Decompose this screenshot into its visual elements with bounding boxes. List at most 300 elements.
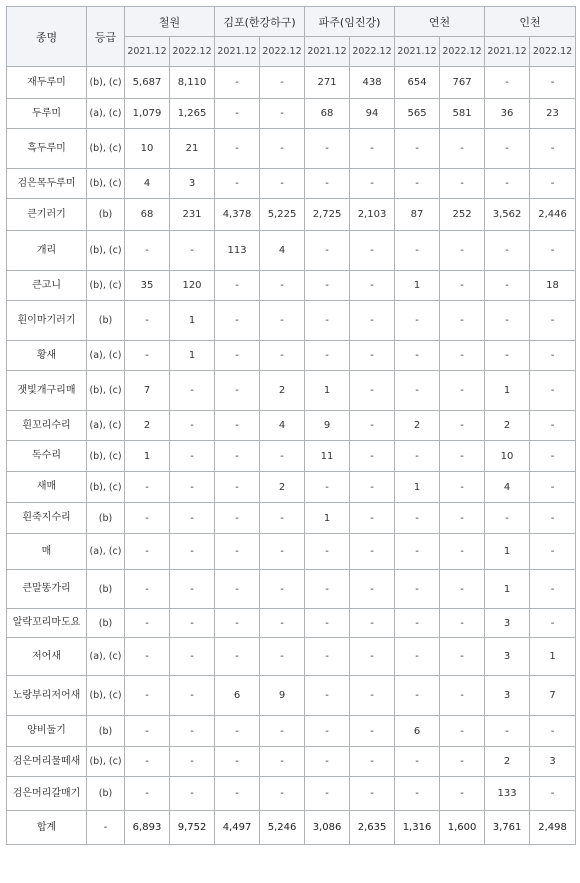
count-cell: 4	[125, 169, 170, 199]
count-cell: -	[215, 411, 260, 441]
count-cell: -	[530, 716, 576, 747]
grade-cell: (b), (c)	[87, 129, 125, 169]
count-cell: -	[350, 638, 395, 676]
count-cell: -	[395, 503, 440, 534]
count-cell: 2,446	[530, 199, 576, 231]
count-cell: -	[395, 570, 440, 609]
count-cell: -	[260, 747, 305, 777]
count-cell: -	[350, 371, 395, 411]
header-region: 연천	[395, 7, 485, 37]
grade-cell: (b), (c)	[87, 441, 125, 472]
table-row	[7, 503, 576, 534]
count-cell: -	[395, 441, 440, 472]
count-cell: -	[125, 747, 170, 777]
count-cell: -	[170, 472, 215, 503]
header-region: 철원	[125, 7, 215, 37]
count-cell: -	[350, 301, 395, 341]
count-cell: -	[260, 129, 305, 169]
count-cell: -	[215, 534, 260, 570]
header-date: 2022.12	[530, 37, 576, 67]
count-cell: -	[305, 747, 350, 777]
count-cell: -	[530, 169, 576, 199]
count-cell: -	[440, 441, 485, 472]
count-cell: -	[350, 747, 395, 777]
count-cell: -	[440, 534, 485, 570]
species-name: 잿빛개구리매	[7, 371, 87, 411]
header-date: 2021.12	[125, 37, 170, 67]
count-cell: -	[125, 534, 170, 570]
count-cell: -	[530, 411, 576, 441]
count-cell: 767	[440, 67, 485, 99]
table-row	[7, 411, 576, 441]
count-cell: -	[170, 441, 215, 472]
table-row	[7, 716, 576, 747]
count-cell: 68	[125, 199, 170, 231]
count-cell: -	[440, 716, 485, 747]
table-row	[7, 371, 576, 411]
count-cell: 7	[125, 371, 170, 411]
count-cell: -	[125, 609, 170, 638]
count-cell: -	[485, 503, 530, 534]
count-cell: 271	[305, 67, 350, 99]
species-name: 노랑부리저어새	[7, 676, 87, 716]
count-cell: 2	[485, 411, 530, 441]
count-cell: -	[125, 638, 170, 676]
count-cell: -	[350, 534, 395, 570]
header-date: 2021.12	[215, 37, 260, 67]
count-cell: -	[350, 503, 395, 534]
grade-cell: (b), (c)	[87, 676, 125, 716]
species-count-table	[6, 6, 576, 845]
table-row	[7, 638, 576, 676]
count-cell: -	[260, 716, 305, 747]
header-region: 파주(임진강)	[305, 7, 395, 37]
count-cell: -	[485, 301, 530, 341]
count-cell: -	[395, 371, 440, 411]
count-cell: -	[350, 570, 395, 609]
count-cell: -	[305, 129, 350, 169]
count-cell: -	[530, 341, 576, 371]
count-cell: 4	[485, 472, 530, 503]
count-cell: -	[260, 99, 305, 129]
count-cell: 3	[170, 169, 215, 199]
total-row	[7, 811, 576, 845]
header-row-regions	[7, 7, 576, 37]
species-name: 검은머리물떼새	[7, 747, 87, 777]
count-cell: -	[530, 441, 576, 472]
count-cell: -	[440, 371, 485, 411]
count-cell: -	[530, 503, 576, 534]
count-cell: 1,600	[440, 811, 485, 845]
count-cell: -	[350, 777, 395, 811]
header-date: 2022.12	[170, 37, 215, 67]
count-cell: -	[215, 472, 260, 503]
count-cell: -	[350, 441, 395, 472]
count-cell: 2	[125, 411, 170, 441]
count-cell: -	[530, 67, 576, 99]
table-row	[7, 341, 576, 371]
count-cell: -	[305, 231, 350, 271]
species-name: 독수리	[7, 441, 87, 472]
table-row	[7, 777, 576, 811]
table-row	[7, 99, 576, 129]
species-name: 흑두루미	[7, 129, 87, 169]
count-cell: -	[530, 609, 576, 638]
species-name: 검은목두루미	[7, 169, 87, 199]
count-cell: -	[440, 341, 485, 371]
count-cell: -	[395, 638, 440, 676]
count-cell: -	[215, 747, 260, 777]
count-cell: -	[530, 231, 576, 271]
count-cell: -	[350, 472, 395, 503]
grade-cell: (b)	[87, 503, 125, 534]
count-cell: 565	[395, 99, 440, 129]
count-cell: -	[170, 570, 215, 609]
count-cell: 2	[485, 747, 530, 777]
count-cell: -	[440, 638, 485, 676]
count-cell: -	[260, 169, 305, 199]
count-cell: -	[125, 777, 170, 811]
count-cell: -	[215, 67, 260, 99]
count-cell: -	[215, 609, 260, 638]
table-row	[7, 609, 576, 638]
count-cell: -	[350, 609, 395, 638]
count-cell: 1	[530, 638, 576, 676]
species-name: 양비둘기	[7, 716, 87, 747]
count-cell: -	[485, 716, 530, 747]
count-cell: -	[350, 676, 395, 716]
grade-cell: (a), (c)	[87, 638, 125, 676]
count-cell: -	[350, 169, 395, 199]
count-cell: 9	[260, 676, 305, 716]
count-cell: 35	[125, 271, 170, 301]
count-cell: -	[530, 129, 576, 169]
count-cell: 581	[440, 99, 485, 129]
count-cell: 654	[395, 67, 440, 99]
count-cell: 4,378	[215, 199, 260, 231]
count-cell: 6	[215, 676, 260, 716]
count-cell: -	[170, 411, 215, 441]
count-cell: -	[440, 503, 485, 534]
count-cell: -	[350, 341, 395, 371]
count-cell: -	[350, 271, 395, 301]
count-cell: 1	[170, 301, 215, 341]
grade-cell: (b), (c)	[87, 67, 125, 99]
count-cell: -	[485, 341, 530, 371]
count-cell: -	[485, 129, 530, 169]
count-cell: 9	[305, 411, 350, 441]
count-cell: 2	[260, 371, 305, 411]
count-cell: -	[395, 341, 440, 371]
count-cell: -	[530, 301, 576, 341]
count-cell: -	[215, 271, 260, 301]
count-cell: 23	[530, 99, 576, 129]
count-cell: -	[530, 534, 576, 570]
count-cell: 1,316	[395, 811, 440, 845]
count-cell: 68	[305, 99, 350, 129]
count-cell: -	[305, 570, 350, 609]
table-row	[7, 301, 576, 341]
count-cell: -	[530, 570, 576, 609]
count-cell: -	[530, 472, 576, 503]
count-cell: -	[305, 341, 350, 371]
header-species: 종명	[7, 7, 87, 67]
count-cell: -	[530, 371, 576, 411]
count-cell: -	[305, 676, 350, 716]
count-cell: -	[215, 341, 260, 371]
count-cell: -	[305, 472, 350, 503]
count-cell: -	[440, 777, 485, 811]
count-cell: 36	[485, 99, 530, 129]
count-cell: -	[170, 716, 215, 747]
count-cell: -	[260, 609, 305, 638]
count-cell: 252	[440, 199, 485, 231]
grade-cell: (b), (c)	[87, 472, 125, 503]
table-row	[7, 570, 576, 609]
count-cell: -	[260, 638, 305, 676]
species-name: 큰기러기	[7, 199, 87, 231]
count-cell: 1,079	[125, 99, 170, 129]
count-cell: 5,225	[260, 199, 305, 231]
count-cell: -	[215, 169, 260, 199]
count-cell: -	[350, 129, 395, 169]
table-row	[7, 747, 576, 777]
grade-cell: (b), (c)	[87, 747, 125, 777]
species-name: 흰죽지수리	[7, 503, 87, 534]
count-cell: -	[485, 231, 530, 271]
count-cell: -	[305, 716, 350, 747]
count-cell: -	[215, 777, 260, 811]
count-cell: 2	[260, 472, 305, 503]
species-name: 큰말똥가리	[7, 570, 87, 609]
count-cell: -	[260, 271, 305, 301]
count-cell: -	[260, 341, 305, 371]
species-name: 저어새	[7, 638, 87, 676]
count-cell: -	[350, 716, 395, 747]
grade-cell: (b), (c)	[87, 231, 125, 271]
count-cell: -	[215, 99, 260, 129]
count-cell: 94	[350, 99, 395, 129]
count-cell: -	[260, 503, 305, 534]
grade-cell: (a), (c)	[87, 411, 125, 441]
count-cell: -	[440, 301, 485, 341]
count-cell: -	[125, 503, 170, 534]
count-cell: -	[305, 638, 350, 676]
count-cell: -	[170, 747, 215, 777]
count-cell: 1	[485, 534, 530, 570]
count-cell: -	[395, 747, 440, 777]
count-cell: -	[485, 67, 530, 99]
count-cell: -	[485, 271, 530, 301]
count-cell: 438	[350, 67, 395, 99]
species-name: 합계	[7, 811, 87, 845]
count-cell: -	[260, 570, 305, 609]
species-name: 매	[7, 534, 87, 570]
table-row	[7, 169, 576, 199]
grade-cell: (b)	[87, 199, 125, 231]
count-cell: -	[260, 777, 305, 811]
count-cell: 3	[485, 676, 530, 716]
grade-cell: (a), (c)	[87, 341, 125, 371]
count-cell: -	[305, 301, 350, 341]
count-cell: -	[170, 503, 215, 534]
count-cell: -	[530, 777, 576, 811]
count-cell: -	[440, 676, 485, 716]
count-cell: 3	[530, 747, 576, 777]
count-cell: 2,498	[530, 811, 576, 845]
header-region: 인천	[485, 7, 576, 37]
header-date: 2021.12	[485, 37, 530, 67]
count-cell: -	[350, 231, 395, 271]
table-row	[7, 129, 576, 169]
count-cell: -	[305, 169, 350, 199]
count-cell: 3	[485, 638, 530, 676]
count-cell: 2,103	[350, 199, 395, 231]
count-cell: 3,562	[485, 199, 530, 231]
count-cell: -	[395, 231, 440, 271]
grade-cell: (b), (c)	[87, 371, 125, 411]
count-cell: -	[125, 716, 170, 747]
count-cell: 1	[170, 341, 215, 371]
species-name: 검은머리갈매기	[7, 777, 87, 811]
count-cell: -	[395, 609, 440, 638]
grade-cell: (b)	[87, 716, 125, 747]
species-name: 재두루미	[7, 67, 87, 99]
species-name: 개리	[7, 231, 87, 271]
count-cell: -	[170, 676, 215, 716]
count-cell: -	[395, 676, 440, 716]
count-cell: -	[125, 472, 170, 503]
count-cell: 1	[485, 570, 530, 609]
count-cell: -	[440, 472, 485, 503]
count-cell: -	[305, 534, 350, 570]
count-cell: -	[170, 777, 215, 811]
count-cell: 10	[125, 129, 170, 169]
header-date: 2021.12	[395, 37, 440, 67]
count-cell: -	[170, 534, 215, 570]
count-cell: -	[305, 777, 350, 811]
grade-cell: (b)	[87, 570, 125, 609]
grade-cell: (b), (c)	[87, 169, 125, 199]
table-row	[7, 676, 576, 716]
species-name: 흰꼬리수리	[7, 411, 87, 441]
header-region: 김포(한강하구)	[215, 7, 305, 37]
count-cell: -	[395, 169, 440, 199]
count-cell: -	[350, 411, 395, 441]
count-cell: 1	[395, 472, 440, 503]
count-cell: -	[395, 777, 440, 811]
count-cell: 4	[260, 231, 305, 271]
count-cell: -	[170, 609, 215, 638]
grade-cell: (b), (c)	[87, 271, 125, 301]
count-cell: 3	[485, 609, 530, 638]
table-row	[7, 231, 576, 271]
count-cell: 21	[170, 129, 215, 169]
count-cell: 10	[485, 441, 530, 472]
header-date: 2022.12	[440, 37, 485, 67]
count-cell: 2,635	[350, 811, 395, 845]
header-date: 2021.12	[305, 37, 350, 67]
grade-cell: (b)	[87, 609, 125, 638]
count-cell: -	[215, 441, 260, 472]
count-cell: 3,086	[305, 811, 350, 845]
count-cell: -	[215, 716, 260, 747]
count-cell: 87	[395, 199, 440, 231]
grade-cell: (b)	[87, 777, 125, 811]
count-cell: -	[215, 371, 260, 411]
count-cell: -	[440, 271, 485, 301]
count-cell: 9,752	[170, 811, 215, 845]
count-cell: 120	[170, 271, 215, 301]
count-cell: -	[125, 676, 170, 716]
table-row	[7, 271, 576, 301]
count-cell: -	[440, 231, 485, 271]
count-cell: -	[440, 609, 485, 638]
count-cell: 3,761	[485, 811, 530, 845]
grade-cell: (a), (c)	[87, 534, 125, 570]
count-cell: 5,246	[260, 811, 305, 845]
count-cell: -	[260, 534, 305, 570]
count-cell: -	[215, 638, 260, 676]
count-cell: -	[215, 570, 260, 609]
count-cell: 1	[125, 441, 170, 472]
count-cell: -	[440, 129, 485, 169]
species-name: 황새	[7, 341, 87, 371]
count-cell: 231	[170, 199, 215, 231]
count-cell: -	[170, 231, 215, 271]
count-cell: 6,893	[125, 811, 170, 845]
count-cell: -	[395, 301, 440, 341]
count-cell: -	[215, 503, 260, 534]
count-cell: 1,265	[170, 99, 215, 129]
count-cell: -	[395, 129, 440, 169]
table-row	[7, 67, 576, 99]
grade-cell: (b)	[87, 301, 125, 341]
species-name: 두루미	[7, 99, 87, 129]
count-cell: 8,110	[170, 67, 215, 99]
count-cell: -	[440, 570, 485, 609]
count-cell: -	[440, 169, 485, 199]
table-row	[7, 441, 576, 472]
species-name: 큰고니	[7, 271, 87, 301]
species-name: 알락꼬리마도요	[7, 609, 87, 638]
count-cell: 11	[305, 441, 350, 472]
count-cell: 1	[485, 371, 530, 411]
count-cell: 4,497	[215, 811, 260, 845]
species-name: 흰이마기러기	[7, 301, 87, 341]
table-row	[7, 534, 576, 570]
count-cell: -	[260, 67, 305, 99]
count-cell: -	[260, 441, 305, 472]
count-cell: -	[125, 341, 170, 371]
count-cell: -	[485, 169, 530, 199]
count-cell: 2	[395, 411, 440, 441]
count-cell: -	[215, 301, 260, 341]
count-cell: -	[125, 231, 170, 271]
count-cell: -	[305, 609, 350, 638]
count-cell: 133	[485, 777, 530, 811]
count-cell: 7	[530, 676, 576, 716]
count-cell: 18	[530, 271, 576, 301]
count-cell: -	[305, 271, 350, 301]
count-cell: -	[260, 301, 305, 341]
count-cell: 4	[260, 411, 305, 441]
count-cell: 2,725	[305, 199, 350, 231]
count-cell: -	[125, 301, 170, 341]
count-cell: -	[395, 534, 440, 570]
header-date: 2022.12	[350, 37, 395, 67]
count-cell: -	[215, 129, 260, 169]
